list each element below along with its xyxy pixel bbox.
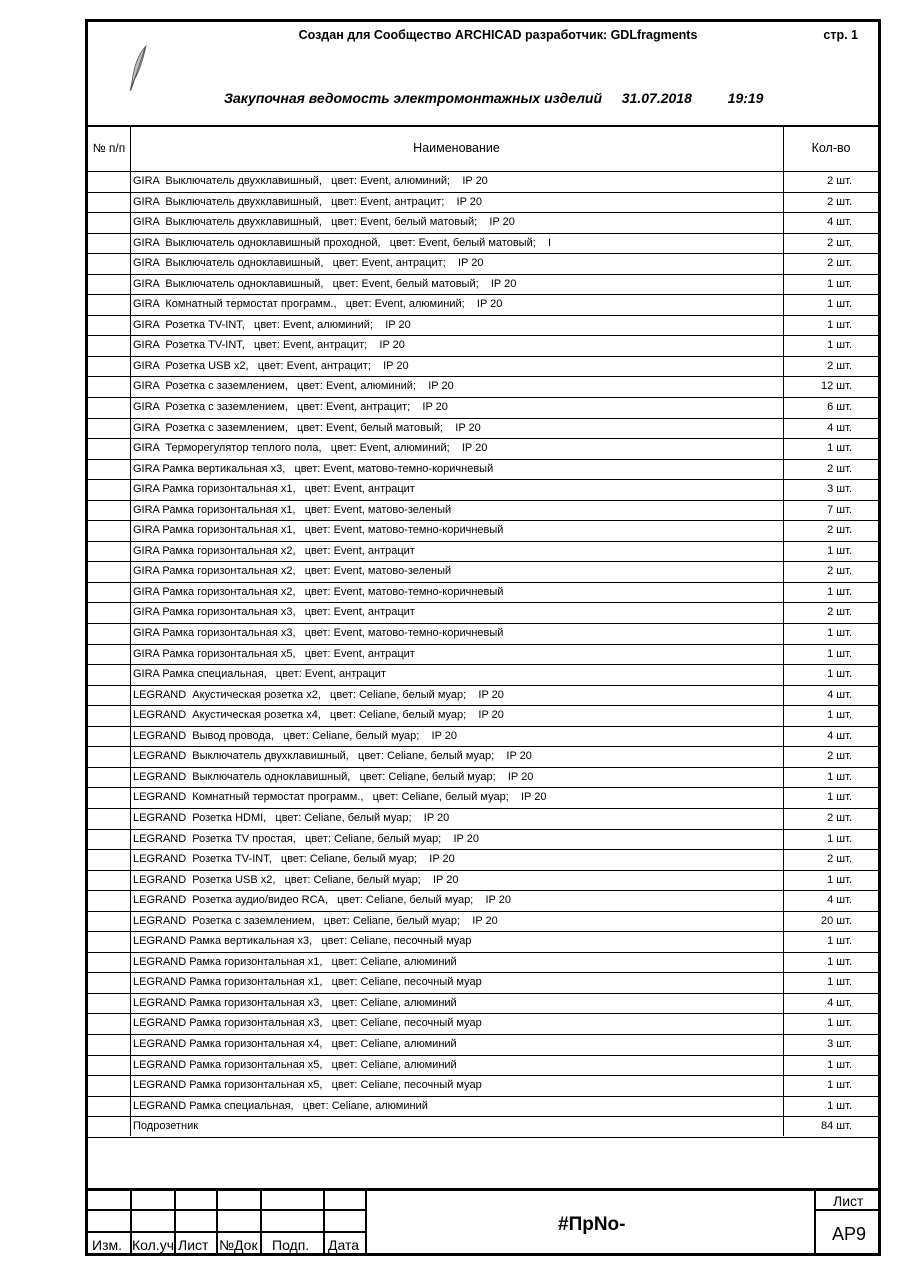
table-row [88,788,878,809]
item-name: GIRA Терморегулятор теплого пола, цвет: Event, алюминий; IP 20 [133,442,488,455]
table-row [88,686,878,707]
item-qty: 2 шт. [827,359,852,372]
item-name: GIRA Розетка с заземлением, цвет: Event, алюминий; IP 20 [133,380,454,393]
table-row [88,665,878,686]
table-row [88,521,878,542]
title-block-label-list: Лист [178,1237,209,1253]
table-row [88,1076,878,1097]
item-name: LEGRAND Выключатель одноклавишный, цвет: Celiane, белый муар; IP 20 [133,770,534,783]
item-name: LEGRAND Рамка горизонтальная x3, цвет: Celiane, алюминий [133,996,457,1009]
item-qty: 1 шт. [827,318,852,331]
item-name: LEGRAND Розетка HDMI, цвет: Celiane, белый муар; IP 20 [133,811,450,824]
item-qty: 2 шт. [827,606,852,619]
table-row [88,1035,878,1056]
table-row [88,439,878,460]
table-row [88,747,878,768]
title-block-label-date: Дата [328,1237,360,1253]
title-block-label-kolvo: Кол.уч [132,1237,174,1253]
table-row [88,973,878,994]
item-qty: 3 шт. [827,1037,852,1050]
item-qty: 2 шт. [827,462,852,475]
item-name: GIRA Рамка горизонтальная x2, цвет: Event, матово-зеленый [133,565,452,578]
item-qty: 4 шт. [827,688,852,701]
title-block-divider [260,1191,262,1256]
table-row [88,994,878,1015]
table-row [88,768,878,789]
item-qty: 1 шт. [827,873,852,886]
table-row [88,1117,878,1138]
table-row [88,932,878,953]
item-qty: 1 шт. [827,709,852,722]
table-row [88,706,878,727]
item-qty: 1 шт. [827,339,852,352]
title-block-divider [216,1191,218,1256]
drawing-sheet [85,19,881,1256]
table-row [88,480,878,501]
item-name: GIRA Рамка горизонтальная x1, цвет: Event, матово-темно-коричневый [133,524,504,537]
item-name: LEGRAND Рамка вертикальная x3, цвет: Celiane, песочный муар [133,935,472,948]
table-body [88,172,878,1138]
item-name: GIRA Рамка специальная, цвет: Event, антрацит [133,668,386,681]
table-row [88,336,878,357]
creator-line: Создан для Сообщество ARCHICAD разработчик: GDLfragments [298,28,698,42]
item-qty: 2 шт. [827,236,852,249]
item-name: LEGRAND Рамка горизонтальная x1, цвет: Celiane, песочный муар [133,976,482,989]
item-name: GIRA Рамка вертикальная x3, цвет: Event, матово-темно-коричневый [133,462,494,475]
item-qty: 2 шт. [827,257,852,270]
item-name: GIRA Розетка с заземлением, цвет: Event, антрацит; IP 20 [133,401,448,414]
item-qty: 7 шт. [827,503,852,516]
item-qty: 4 шт. [827,894,852,907]
item-name: LEGRAND Розетка с заземлением, цвет: Celiane, белый муар; IP 20 [133,914,498,927]
table-row [88,377,878,398]
table-row [88,460,878,481]
item-name: GIRA Выключатель одноклавишный проходной, цвет: Event, белый матовый; I [133,236,552,249]
item-qty: 2 шт. [827,175,852,187]
document-title: Закупочная ведомость электромонтажных изделий [224,90,603,106]
table-header [88,127,878,172]
item-qty: 4 шт. [827,996,852,1009]
table-row [88,1056,878,1077]
item-qty: 4 шт. [827,729,852,742]
item-name: GIRA Рамка горизонтальная x5, цвет: Event, антрацит [133,647,415,660]
item-qty: 1 шт. [827,544,852,557]
item-qty: 12 шт. [821,380,852,393]
table-row [88,1097,878,1118]
table-row [88,603,878,624]
table-row [88,213,878,234]
table-row [88,542,878,563]
column-header-qty: Кол-во [811,141,851,155]
title-block-label-doc: №Док [219,1237,258,1253]
item-qty: 2 шт. [827,853,852,866]
item-qty: 20 шт. [821,914,852,927]
item-qty: 4 шт. [827,421,852,434]
title-block-divider [174,1191,176,1256]
table-row [88,419,878,440]
item-name: GIRA Розетка USB x2, цвет: Event, антрацит; IP 20 [133,359,409,372]
table-row [88,891,878,912]
table-row [88,1014,878,1035]
item-qty: 1 шт. [827,770,852,783]
item-qty: 1 шт. [827,976,852,989]
item-qty: 1 шт. [827,1099,852,1112]
item-name: GIRA Рамка горизонтальная x3, цвет: Event, матово-темно-коричневый [133,627,504,640]
item-qty: 2 шт. [827,811,852,824]
table-row [88,275,878,296]
item-qty: 2 шт. [827,195,852,208]
item-name: GIRA Рамка горизонтальная x1, цвет: Event, антрацит [133,483,415,496]
item-name: GIRA Розетка TV-INT, цвет: Event, алюминий; IP 20 [133,318,411,331]
title-block-label-izm: Изм. [92,1237,122,1253]
table-row [88,562,878,583]
table-row [88,398,878,419]
title-block-rule [88,1209,367,1211]
item-qty: 3 шт. [827,483,852,496]
table-row [88,357,878,378]
table-row [88,295,878,316]
document-time: 19:19 [727,90,764,106]
sheet-label: Лист [833,1193,864,1209]
item-qty: 1 шт. [827,442,852,455]
table-row [88,624,878,645]
item-qty: 84 шт. [821,1120,852,1133]
title-block-divider [323,1191,325,1256]
item-name: GIRA Розетка с заземлением, цвет: Event, белый матовый; IP 20 [133,421,481,434]
title-block-label-sign: Подп. [272,1237,310,1253]
column-header-number: № п/п [92,141,126,155]
item-qty: 1 шт. [827,627,852,640]
table-row [88,953,878,974]
item-qty: 4 шт. [827,216,852,229]
table-row [88,645,878,666]
title-block-divider [365,1191,367,1256]
document-title-line [224,90,763,106]
item-name: GIRA Выключатель двухклавишный, цвет: Event, алюминий; IP 20 [133,175,488,187]
item-name: Подрозетник [133,1120,199,1133]
item-name: LEGRAND Рамка горизонтальная x5, цвет: Celiane, алюминий [133,1058,457,1071]
column-header-name: Наименование [413,141,500,155]
sheet-value: AP9 [832,1224,867,1244]
item-qty: 2 шт. [827,565,852,578]
item-name: GIRA Рамка горизонтальная x1, цвет: Event, матово-зеленый [133,503,452,516]
item-qty: 2 шт. [827,750,852,763]
document-code: #ПрNo- [558,1214,626,1235]
table-row [88,850,878,871]
item-name: LEGRAND Вывод провода, цвет: Celiane, белый муар; IP 20 [133,729,458,742]
item-name: LEGRAND Розетка USB x2, цвет: Celiane, белый муар; IP 20 [133,873,459,886]
table-row [88,830,878,851]
table-row [88,871,878,892]
table-row [88,501,878,522]
item-qty: 1 шт. [827,585,852,598]
item-name: GIRA Рамка горизонтальная x2, цвет: Event, матово-темно-коричневый [133,585,504,598]
item-name: LEGRAND Акустическая розетка x4, цвет: Celiane, белый муар; IP 20 [133,709,504,722]
item-name: GIRA Выключатель одноклавишный, цвет: Event, антрацит; IP 20 [133,257,484,270]
page-number: стр. 1 [823,28,858,42]
item-qty: 1 шт. [827,1058,852,1071]
item-name: LEGRAND Розетка TV простая, цвет: Celiane, белый муар; IP 20 [133,832,479,845]
item-qty: 1 шт. [827,298,852,311]
title-block-rule [88,1231,367,1233]
item-name: GIRA Рамка горизонтальная x3, цвет: Event, антрацит [133,606,415,619]
item-name: LEGRAND Акустическая розетка x2, цвет: Celiane, белый муар; IP 20 [133,688,504,701]
item-name: GIRA Комнатный термостат программ., цвет: Event, алюминий; IP 20 [133,298,503,311]
item-name: LEGRAND Розетка TV-INT, цвет: Celiane, белый муар; IP 20 [133,853,455,866]
table-row [88,254,878,275]
item-name: LEGRAND Выключатель двухклавишный, цвет: Celiane, белый муар; IP 20 [133,750,532,763]
item-name: LEGRAND Рамка горизонтальная x5, цвет: Celiane, песочный муар [133,1079,482,1092]
document-date: 31.07.2018 [621,90,692,106]
item-name: LEGRAND Рамка специальная, цвет: Celiane, алюминий [133,1099,428,1112]
item-qty: 1 шт. [827,935,852,948]
table-row [88,912,878,933]
item-name: GIRA Выключатель двухклавишный, цвет: Event, белый матовый; IP 20 [133,216,515,229]
item-qty: 1 шт. [827,647,852,660]
title-block [88,1188,878,1256]
item-name: LEGRAND Розетка аудио/видео RCA, цвет: Celiane, белый муар; IP 20 [133,894,511,907]
item-name: LEGRAND Рамка горизонтальная x4, цвет: Celiane, алюминий [133,1037,457,1050]
item-qty: 1 шт. [827,1079,852,1092]
item-qty: 1 шт. [827,277,852,290]
table-row [88,316,878,337]
title-block-rule [814,1209,878,1211]
quill-icon [126,44,150,94]
table-row [88,193,878,214]
item-name: GIRA Выключатель двухклавишный, цвет: Event, антрацит; IP 20 [133,195,483,208]
item-qty: 1 шт. [827,955,852,968]
item-qty: 1 шт. [827,1017,852,1030]
item-name: LEGRAND Рамка горизонтальная x1, цвет: Celiane, алюминий [133,955,457,968]
table-row [88,727,878,748]
item-name: GIRA Рамка горизонтальная x2, цвет: Event, антрацит [133,544,415,557]
item-qty: 2 шт. [827,524,852,537]
table-row [88,234,878,255]
item-name: LEGRAND Рамка горизонтальная x3, цвет: Celiane, песочный муар [133,1017,482,1030]
table-row [88,809,878,830]
item-name: GIRA Выключатель одноклавишный, цвет: Event, белый матовый; IP 20 [133,277,517,290]
item-qty: 6 шт. [827,401,852,414]
table-row [88,583,878,604]
table-row [88,172,878,193]
item-name: LEGRAND Комнатный термостат программ., цвет: Celiane, белый муар; IP 20 [133,791,547,804]
item-qty: 1 шт. [827,791,852,804]
title-block-divider [814,1191,816,1256]
item-qty: 1 шт. [827,832,852,845]
item-name: GIRA Розетка TV-INT, цвет: Event, антрацит; IP 20 [133,339,405,352]
item-qty: 1 шт. [827,668,852,681]
